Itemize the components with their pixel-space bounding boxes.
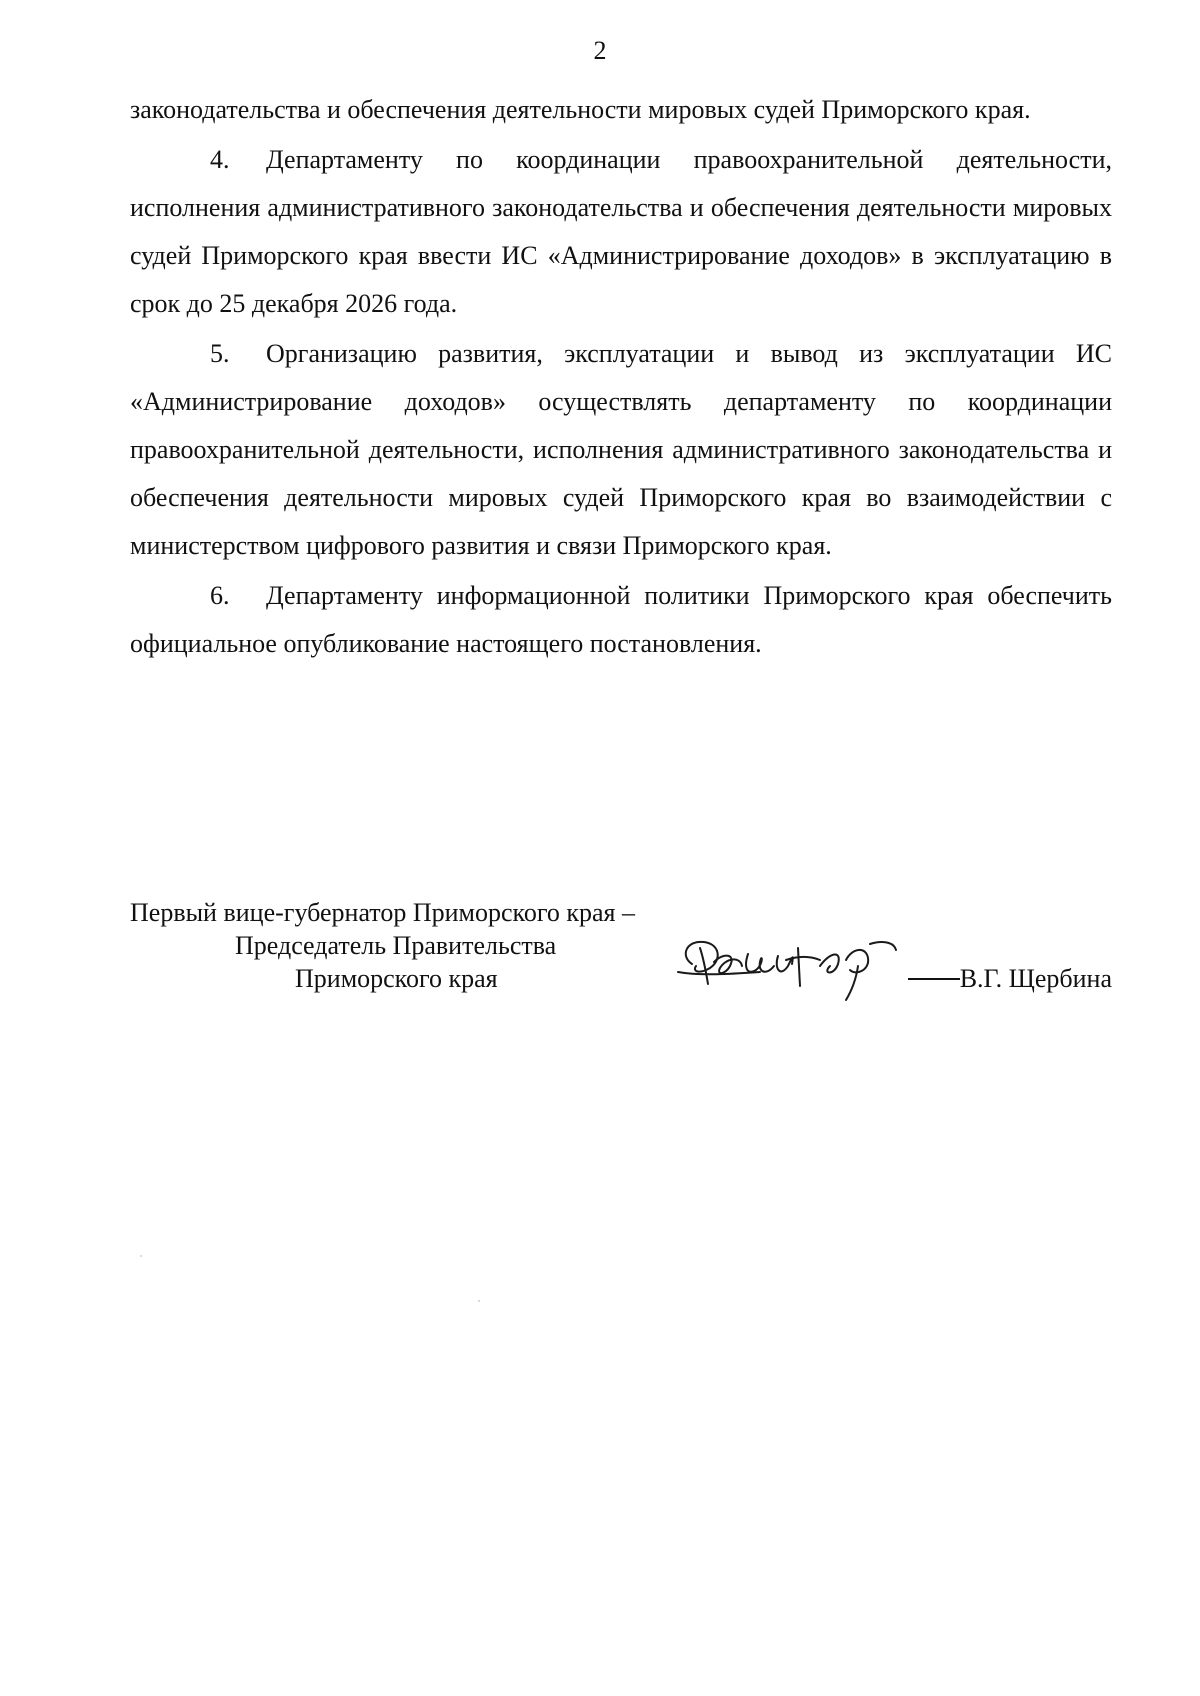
signatory-title-line-3: Приморского края: [295, 964, 498, 993]
document-body: [130, 86, 1112, 670]
item-text: Организацию развития, эксплуатации и вывод из эксплуатации ИС «Администрирование доходов» осуществлять департаменту по координации правоохранительной деятельности, исполнения административного законодательства и обеспечения деятельности мировых судей Приморского края во взаимодействии с министерством цифрового развития и связи Приморского края.: [130, 339, 1112, 560]
scan-artifact: [140, 1255, 142, 1257]
handwritten-signature: [670, 926, 910, 1006]
item-text: Департаменту по координации правоохранительной деятельности, исполнения административного законодательства и обеспечения деятельности мировых судей Приморского края ввести ИС «Администрирование доходов» в эксплуатацию в срок до 25 декабря 2026 года.: [130, 145, 1112, 318]
item-number: 5.: [210, 339, 230, 368]
page-number: 2: [593, 36, 607, 65]
signatory-name: В.Г. Щербина: [959, 964, 1112, 993]
item-text: Департаменту информационной политики Приморского края обеспечить официальное опубликование настоящего постановления.: [130, 581, 1112, 658]
signature-strike-line: [908, 978, 960, 980]
signatory-title-line-1: Первый вице-губернатор Приморского края –: [130, 898, 635, 927]
item-number: 4.: [210, 145, 230, 174]
paragraph-item-5: [130, 330, 1112, 570]
paragraph-item-4: [130, 136, 1112, 328]
scan-artifact: [478, 1300, 480, 1302]
signatory-title-line-2: Председатель Правительства: [235, 931, 557, 960]
item-number: 6.: [210, 581, 230, 610]
paragraph-item-6: [130, 572, 1112, 668]
signature-block: [130, 896, 1112, 1006]
paragraph-continuation: законодательства и обеспечения деятельности мировых судей Приморского края.: [130, 95, 1031, 124]
